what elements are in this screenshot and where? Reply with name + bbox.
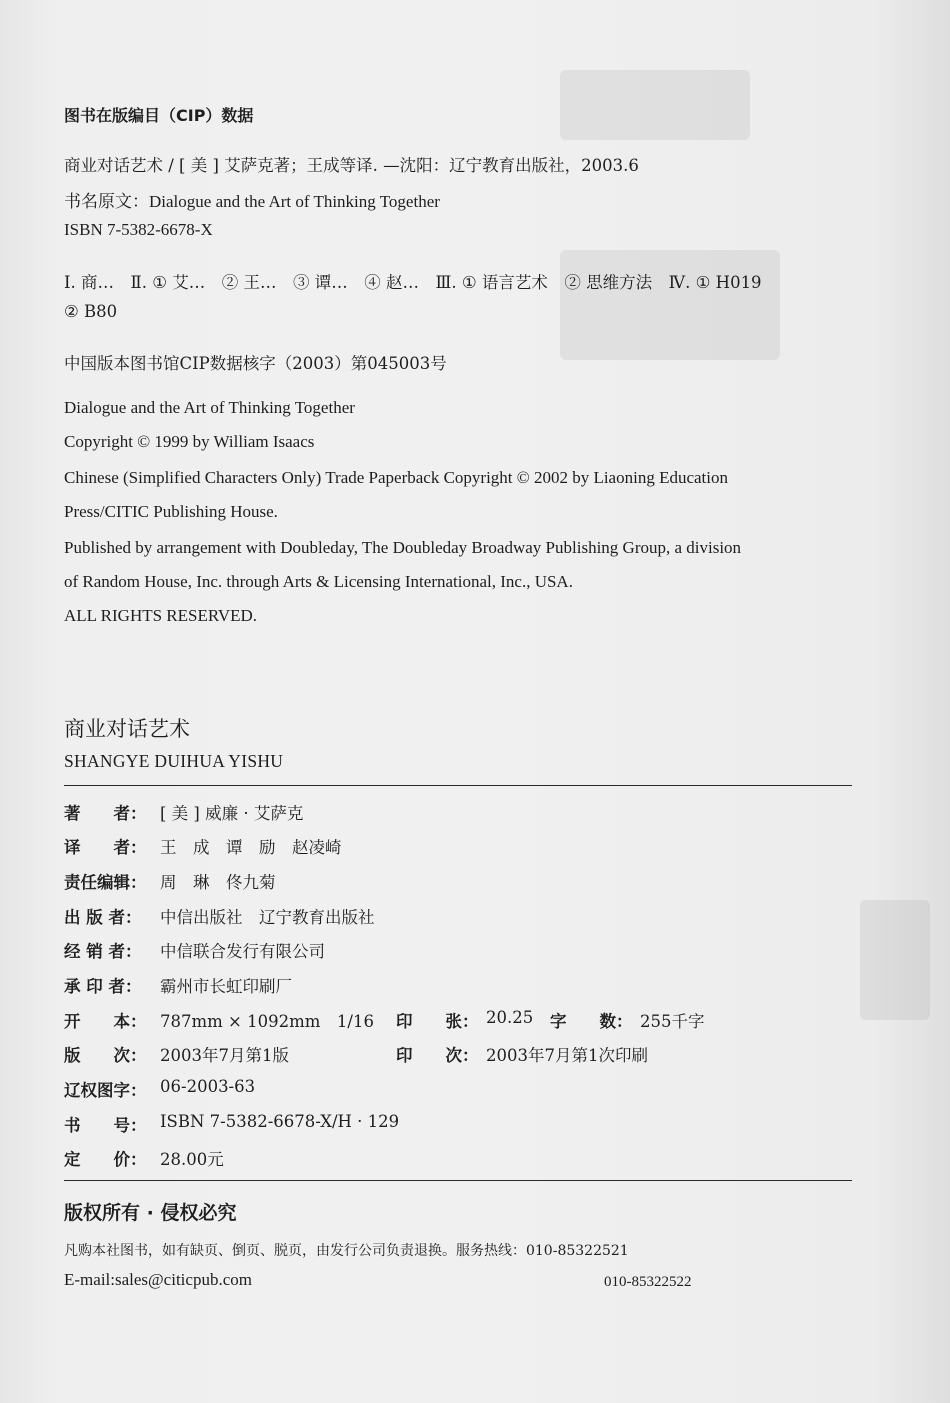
- words-value: 255千字: [640, 1012, 705, 1031]
- divider-top: [64, 785, 852, 786]
- printer-label: 承 印 者：: [64, 977, 142, 996]
- cip-line-1: 商业对话艺术 / [ 美 ] 艾萨克著；王成等译. —沈阳：辽宁教育出版社，2003.6: [64, 156, 639, 175]
- distributor-value: 中信联合发行有限公司: [160, 942, 325, 961]
- edition-value: 2003年7月第1版: [160, 1046, 289, 1065]
- editor-value: 周 琳 佟九菊: [160, 873, 276, 892]
- printing-value: 2003年7月第1次印刷: [486, 1046, 648, 1065]
- cip-heading: 图书在版编目（CIP）数据: [64, 106, 254, 125]
- service-phone-2: 010-85322522: [604, 1274, 692, 1290]
- contact-email: E-mail:sales@citicpub.com: [64, 1270, 252, 1289]
- cip-subject-line-cont: ② B80: [64, 302, 118, 321]
- editor-label: 责任编辑：: [64, 873, 147, 892]
- translator-label: 译 者：: [64, 838, 147, 857]
- show-through-shadow: [560, 250, 780, 360]
- copyright-line-5: Published by arrangement with Doubleday, The Doubleday Broadway Publishing Group, a division: [64, 538, 742, 557]
- copyright-line-6: of Random House, Inc. through Arts & Licensing International, Inc., USA.: [64, 572, 573, 591]
- book-title: 商业对话艺术: [64, 717, 190, 741]
- printing-label: 印 次：: [396, 1046, 479, 1065]
- sheets-label: 印 张：: [396, 1012, 479, 1031]
- printer-value: 霸州市长虹印刷厂: [160, 977, 292, 996]
- copyright-line-7: ALL RIGHTS RESERVED.: [64, 606, 258, 625]
- sheets-value: 20.25: [486, 1008, 534, 1027]
- words-label: 字 数：: [550, 1012, 633, 1031]
- price-value: 28.00元: [160, 1150, 224, 1169]
- format-value: 787mm × 1092mm 1/16: [160, 1012, 374, 1031]
- book-title-pinyin: SHANGYE DUIHUA YISHU: [64, 751, 284, 771]
- author-label: 著 者：: [64, 804, 147, 823]
- translator-value: 王 成 谭 励 赵凌崎: [160, 838, 342, 857]
- cip-isbn: ISBN 7-5382-6678-X: [64, 220, 213, 239]
- cip-approval-number: 中国版本图书馆CIP数据核字（2003）第045003号: [64, 354, 447, 373]
- isbn-value: ISBN 7-5382-6678-X/H · 129: [160, 1112, 400, 1131]
- registration-label: 辽权图字：: [64, 1081, 147, 1100]
- copyright-line-1: Dialogue and the Art of Thinking Together: [64, 398, 355, 417]
- author-value: [ 美 ] 威廉 · 艾萨克: [160, 804, 304, 823]
- return-notice: 凡购本社图书，如有缺页、倒页、脱页，由发行公司负责退换。服务热线：010-85322521: [64, 1243, 629, 1259]
- show-through-shadow: [860, 900, 930, 1020]
- divider-bottom: [64, 1180, 852, 1181]
- isbn-label: 书 号：: [64, 1116, 147, 1135]
- edition-label: 版 次：: [64, 1046, 147, 1065]
- registration-value: 06-2003-63: [160, 1077, 256, 1096]
- rights-reserved: 版权所有 · 侵权必究: [64, 1202, 237, 1224]
- distributor-label: 经 销 者：: [64, 942, 142, 961]
- cip-subject-line: Ⅰ. 商… Ⅱ. ① 艾… ② 王… ③ 谭… ④ 赵… Ⅲ. ① 语言艺术 ② 思维方法 Ⅳ. ① H019: [64, 273, 762, 292]
- copyright-line-2: Copyright © 1999 by William Isaacs: [64, 432, 315, 451]
- format-label: 开 本：: [64, 1012, 147, 1031]
- publisher-label: 出 版 者：: [64, 908, 142, 927]
- price-label: 定 价：: [64, 1150, 147, 1169]
- copyright-line-4: Press/CITIC Publishing House.: [64, 502, 278, 521]
- publisher-value: 中信出版社 辽宁教育出版社: [160, 908, 375, 927]
- show-through-shadow: [560, 70, 750, 140]
- cip-line-2: 书名原文：Dialogue and the Art of Thinking Together: [64, 192, 440, 211]
- copyright-line-3: Chinese (Simplified Characters Only) Trade Paperback Copyright © 2002 by Liaoning Education: [64, 468, 728, 487]
